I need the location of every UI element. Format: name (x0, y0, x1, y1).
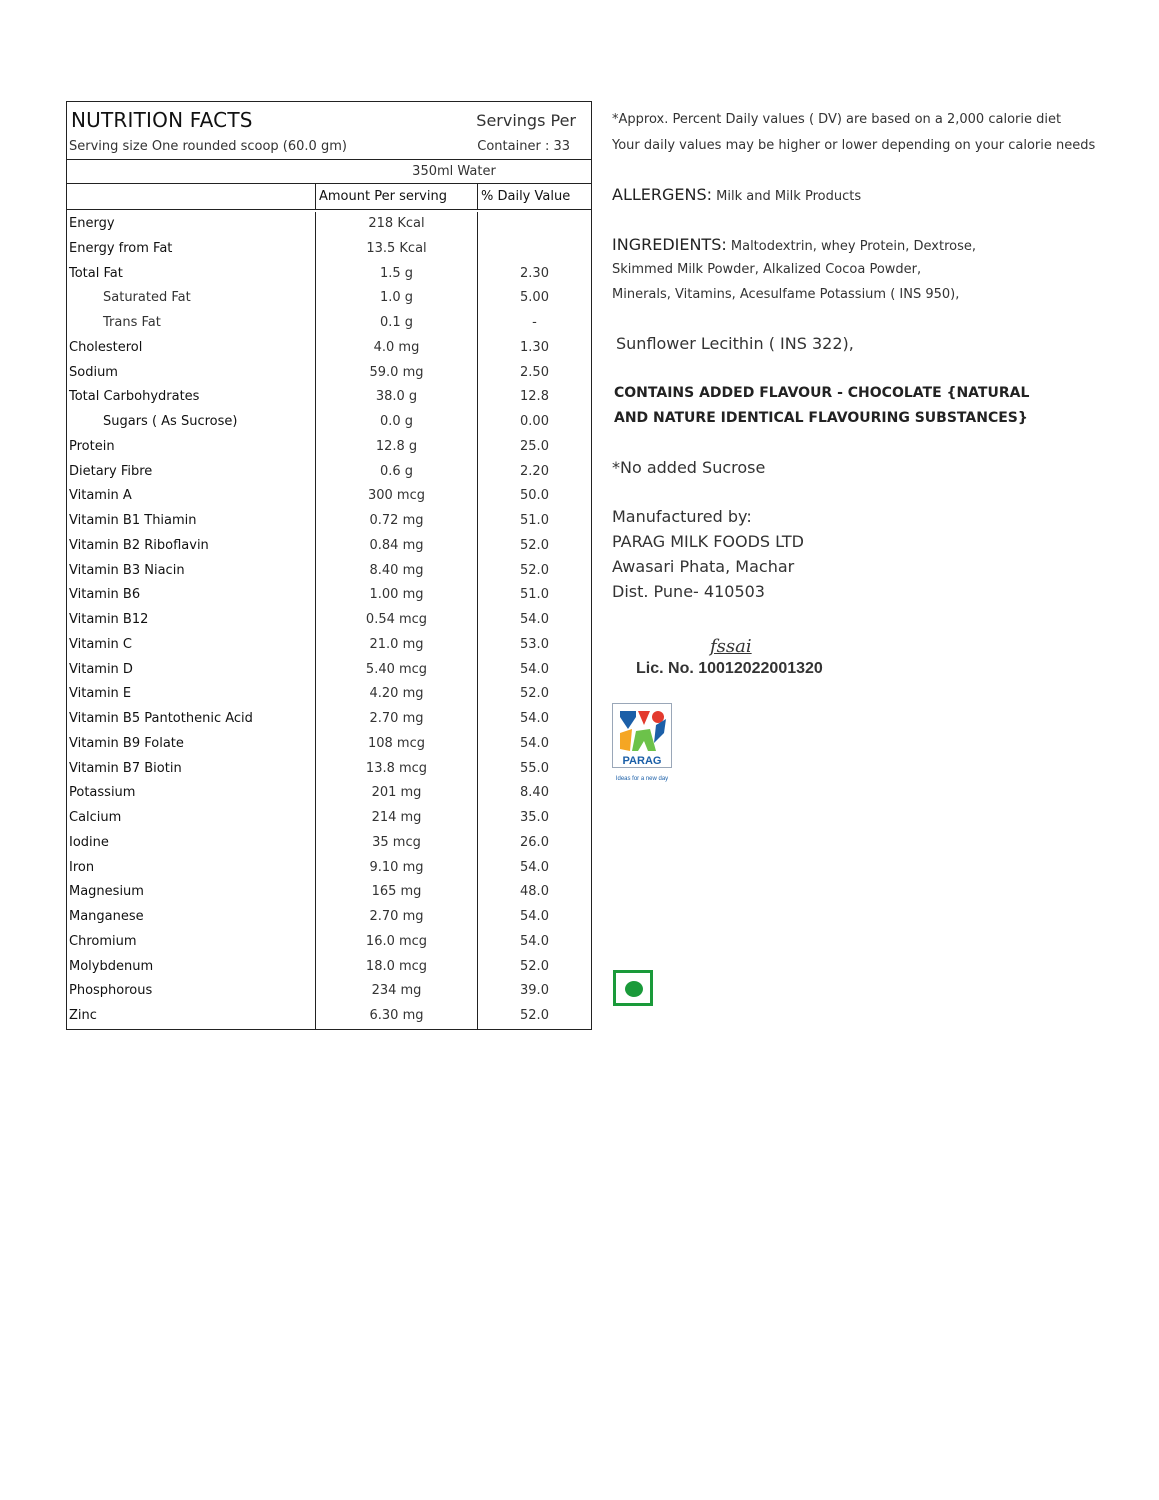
nutrient-row (67, 460, 591, 485)
servings-per-label: Servings Per (476, 111, 576, 130)
nutrient-amount: 5.40 mcg (316, 658, 478, 683)
amount-column-header: Amount Per serving (316, 184, 478, 209)
nutrient-amount: 300 mcg (316, 484, 478, 509)
nutrient-name: Total Fat (67, 262, 316, 287)
ingredients-line-4: Sunflower Lecithin ( INS 322), (616, 334, 854, 353)
nutrient-amount: 38.0 g (316, 385, 478, 410)
nutrient-amount: 59.0 mg (316, 361, 478, 386)
nutrient-row (67, 534, 591, 559)
nutrient-name: Calcium (67, 806, 316, 831)
nutrient-amount: 6.30 mg (316, 1004, 478, 1029)
nutrient-dv: 2.20 (520, 463, 549, 479)
nutrient-name: Total Carbohydrates (67, 385, 316, 410)
parag-logo-graphic (612, 703, 674, 785)
nutrient-name: Molybdenum (67, 955, 316, 980)
nutrient-dv: 54.0 (520, 612, 549, 627)
ingredients-line-1: Maltodextrin, whey Protein, Dextrose, (726, 239, 977, 254)
nutrient-amount: 1.0 g (316, 286, 478, 311)
nutrient-amount: 18.0 mcg (316, 955, 478, 980)
nutrition-facts-panel (66, 101, 592, 1030)
nutrient-row (67, 336, 591, 361)
nutrient-amount: 35 mcg (316, 831, 478, 856)
nutrient-amount: 0.54 mcg (316, 608, 478, 633)
nutrient-row (67, 732, 591, 757)
nutrient-name: Protein (67, 435, 316, 460)
nutrient-name: Vitamin B5 Pantothenic Acid (67, 707, 316, 732)
nutrient-dv: 39.0 (520, 983, 549, 999)
nutrient-dv: 0.00 (520, 414, 549, 429)
nutrient-dv: 35.0 (520, 810, 549, 825)
nutrient-amount: 0.0 g (316, 410, 478, 435)
nutrient-name: Vitamin E (67, 682, 316, 707)
nutrient-dv: 52.0 (520, 537, 549, 553)
manufacturer-address-2: Dist. Pune- 410503 (612, 582, 765, 601)
nutrient-dv: 54.0 (520, 909, 549, 924)
nutrient-row (67, 262, 591, 287)
nutrient-amount: 8.40 mg (316, 559, 478, 584)
nutrient-dv: 54.0 (520, 859, 549, 875)
manufacturer-name: PARAG MILK FOODS LTD (612, 532, 804, 551)
nutrient-dv: 54.0 (520, 933, 549, 949)
nutrient-row (67, 1004, 591, 1029)
nutrient-name: Vitamin C (67, 633, 316, 658)
no-added-sucrose: *No added Sucrose (612, 458, 766, 477)
nutrient-name: Iron (67, 856, 316, 881)
nutrient-row (67, 781, 591, 806)
ingredients-label: INGREDIENTS: (612, 235, 727, 254)
nutrient-name: Energy (67, 212, 316, 237)
nutrient-name: Phosphorous (67, 979, 316, 1004)
nutrient-name: Iodine (67, 831, 316, 856)
nutrient-column-header (67, 184, 316, 209)
flavour-line-2: AND NATURE IDENTICAL FLAVOURING SUBSTANCES} (614, 410, 1028, 426)
nutrient-dv: 48.0 (520, 884, 549, 900)
nutrient-dv: 51.0 (520, 513, 549, 528)
nutrient-amount: 218 Kcal (316, 212, 478, 237)
servings-per-container: Container : 33 (477, 139, 570, 154)
dv-column-header: % Daily Value (481, 189, 571, 204)
panel-title: NUTRITION FACTS (71, 108, 253, 132)
nutrient-row (67, 682, 591, 707)
nutrient-row (67, 707, 591, 732)
logo-brand-name: PARAG (622, 755, 662, 767)
nutrient-name: Vitamin D (67, 658, 316, 683)
water-note: 350ml Water (67, 160, 591, 184)
nutrient-name: Vitamin B2 Riboflavin (67, 534, 316, 559)
nutrient-name: Vitamin B1 Thiamin (67, 509, 316, 534)
nutrient-amount: 4.0 mg (316, 336, 478, 361)
nutrient-row (67, 286, 591, 311)
nutrient-name: Zinc (67, 1004, 316, 1029)
nutrient-row (67, 856, 591, 881)
nutrient-name: Energy from Fat (67, 237, 316, 262)
nutrient-amount: 9.10 mg (316, 856, 478, 881)
nutrient-row (67, 509, 591, 534)
nutrient-dv: 25.0 (520, 438, 549, 454)
nutrient-row (67, 757, 591, 782)
nutrient-dv: 52.0 (520, 1008, 549, 1023)
nutrient-rows (67, 210, 591, 1029)
nutrient-name: Sodium (67, 361, 316, 386)
nutrient-dv: - (532, 315, 537, 330)
panel-header (67, 102, 591, 160)
nutrient-row (67, 905, 591, 930)
nutrient-amount: 0.6 g (316, 460, 478, 485)
nutrient-dv: 52.0 (520, 562, 549, 578)
ingredients-line-3: Minerals, Vitamins, Acesulfame Potassium ( INS 950), (612, 287, 960, 302)
nutrient-dv: 12.8 (520, 389, 549, 405)
serving-size: Serving size One rounded scoop (60.0 gm) (69, 139, 347, 154)
nutrient-row (67, 484, 591, 509)
logo-red-dot (652, 711, 664, 723)
nutrient-row (67, 831, 591, 856)
nutrient-row (67, 410, 591, 435)
nutrient-row (67, 559, 591, 584)
nutrient-dv: 2.30 (520, 265, 549, 281)
nutrient-name: Dietary Fibre (67, 460, 316, 485)
dv-note-1: *Approx. Percent Daily values ( DV) are based on a 2,000 calorie diet (612, 112, 1062, 127)
license-number: Lic. No. 10012022001320 (636, 660, 823, 677)
nutrient-row (67, 658, 591, 683)
nutrient-row (67, 930, 591, 955)
nutrient-amount: 13.8 mcg (316, 757, 478, 782)
nutrient-amount: 1.5 g (316, 262, 478, 287)
nutrient-name: Cholesterol (67, 336, 316, 361)
nutrient-name: Chromium (67, 930, 316, 955)
nutrient-dv: 8.40 (520, 785, 549, 801)
nutrient-dv: 55.0 (520, 760, 549, 776)
ingredients (612, 235, 976, 254)
allergens-label: ALLERGENS: (612, 185, 713, 204)
veg-dot (625, 981, 643, 997)
nutrient-row (67, 633, 591, 658)
nutrient-name: Vitamin B12 (67, 608, 316, 633)
manufactured-by-label: Manufactured by: (612, 507, 752, 526)
nutrient-row (67, 583, 591, 608)
nutrient-name: Vitamin B9 Folate (67, 732, 316, 757)
nutrient-row (67, 880, 591, 905)
nutrient-dv: 52.0 (520, 686, 549, 702)
nutrient-row (67, 608, 591, 633)
logo-tagline: Ideas for a new day (615, 776, 669, 782)
nutrient-amount: 0.1 g (316, 311, 478, 336)
nutrient-dv (478, 212, 591, 237)
nutrient-row (67, 361, 591, 386)
nutrient-dv: 5.00 (520, 290, 549, 306)
nutrient-row (67, 311, 591, 336)
nutrient-name: Vitamin A (67, 484, 316, 509)
nutrient-amount: 2.70 mg (316, 905, 478, 930)
nutrient-amount: 21.0 mg (316, 633, 478, 658)
nutrient-amount: 0.72 mg (316, 509, 478, 534)
nutrient-name: Trans Fat (67, 311, 316, 336)
nutrient-amount: 4.20 mg (316, 682, 478, 707)
ingredients-line-2: Skimmed Milk Powder, Alkalized Cocoa Powder, (612, 262, 922, 277)
nutrient-row (67, 435, 591, 460)
veg-mark-icon (613, 970, 653, 1006)
column-header (67, 184, 591, 210)
nutrient-dv: 2.50 (520, 364, 549, 380)
nutrient-amount: 1.00 mg (316, 583, 478, 608)
nutrient-name: Magnesium (67, 880, 316, 905)
nutrient-name: Vitamin B7 Biotin (67, 757, 316, 782)
nutrient-name: Manganese (67, 905, 316, 930)
fssai-logo: fssai (710, 636, 752, 657)
nutrient-dv: 54.0 (520, 711, 549, 726)
nutrient-amount: 234 mg (316, 979, 478, 1004)
nutrient-amount: 12.8 g (316, 435, 478, 460)
nutrient-dv: 53.0 (520, 636, 549, 652)
nutrient-row (67, 237, 591, 262)
nutrient-dv (478, 237, 591, 262)
nutrient-amount: 201 mg (316, 781, 478, 806)
nutrient-name: Vitamin B6 (67, 583, 316, 608)
nutrient-dv: 50.0 (520, 488, 549, 504)
nutrient-dv: 52.0 (520, 958, 549, 974)
flavour-line-1: CONTAINS ADDED FLAVOUR - CHOCOLATE {NATURAL (614, 385, 1030, 401)
nutrient-amount: 16.0 mcg (316, 930, 478, 955)
nutrient-amount: 108 mcg (316, 732, 478, 757)
nutrient-dv: 51.0 (520, 587, 549, 603)
nutrient-row (67, 955, 591, 980)
nutrient-amount: 0.84 mg (316, 534, 478, 559)
manufacturer-address-1: Awasari Phata, Machar (612, 557, 795, 576)
nutrient-row (67, 806, 591, 831)
nutrient-dv: 26.0 (520, 834, 549, 850)
nutrient-name: Potassium (67, 781, 316, 806)
nutrient-name: Sugars ( As Sucrose) (67, 410, 316, 435)
allergens-text: Milk and Milk Products (712, 189, 862, 204)
nutrient-row (67, 979, 591, 1004)
allergens (612, 185, 861, 204)
nutrient-amount: 214 mg (316, 806, 478, 831)
nutrient-amount: 165 mg (316, 880, 478, 905)
nutrient-name: Saturated Fat (67, 286, 316, 311)
nutrient-amount: 13.5 Kcal (316, 237, 478, 262)
nutrient-dv: 54.0 (520, 735, 549, 751)
nutrient-dv: 1.30 (520, 339, 549, 355)
nutrient-amount: 2.70 mg (316, 707, 478, 732)
nutrient-name: Vitamin B3 Niacin (67, 559, 316, 584)
dv-note-2: Your daily values may be higher or lower depending on your calorie needs (612, 138, 1096, 153)
nutrient-row (67, 212, 591, 237)
nutrient-dv: 54.0 (520, 661, 549, 677)
parag-logo (612, 703, 674, 789)
nutrient-row (67, 385, 591, 410)
